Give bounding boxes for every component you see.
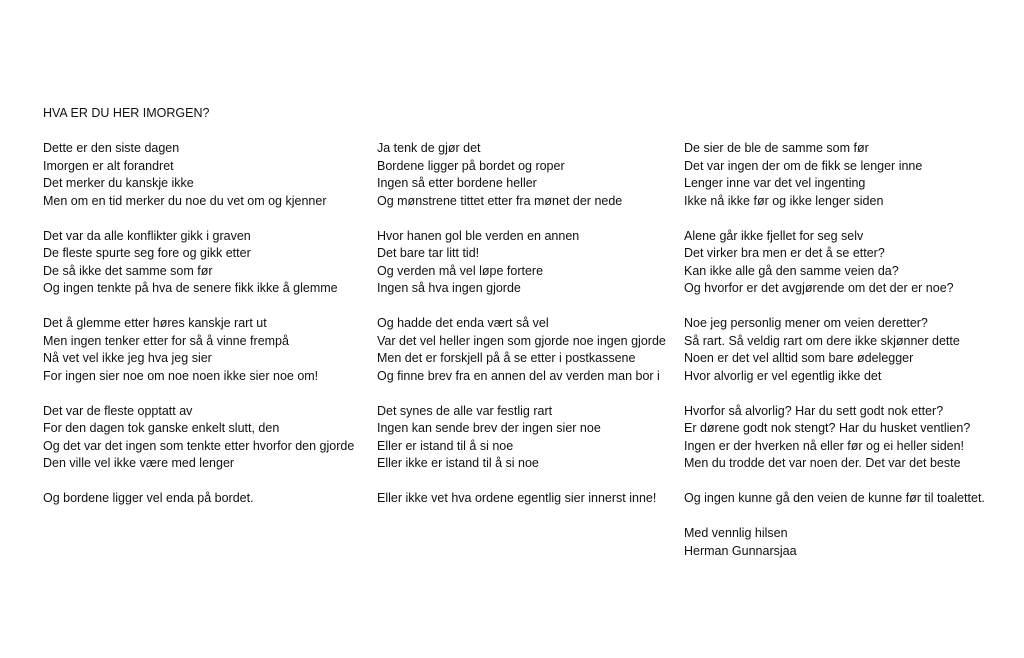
poem-line: Ja tenk de gjør det bbox=[377, 141, 481, 155]
poem-line: Kan ikke alle gå den samme veien da? bbox=[684, 263, 899, 278]
poem-title: HVA ER DU HER IMORGEN? bbox=[43, 106, 210, 120]
poem-line: Det å glemme etter høres kanskje rart ut bbox=[43, 316, 267, 330]
poem-line: Den ville vel ikke være med lenger bbox=[43, 456, 235, 470]
stanza bbox=[377, 140, 666, 210]
poem-line: Dette er den siste dagen bbox=[43, 141, 180, 155]
poem-line: Bordene ligger på bordet og roper bbox=[377, 158, 565, 173]
poem-line: Og ingen kunne gå den veien de kunne før til toalettet. bbox=[684, 491, 985, 505]
stanza bbox=[684, 403, 985, 473]
poem-line: Er dørene godt nok stengt? Har du husket ventlien? bbox=[684, 421, 971, 435]
poem-line: Alene går ikke fjellet for seg selv bbox=[684, 228, 864, 243]
poem-column-2 bbox=[377, 140, 666, 525]
poem-line: Og verden må vel løpe fortere bbox=[377, 263, 544, 278]
poem-line: Ingen kan sende brev der ingen sier noe bbox=[377, 421, 601, 435]
poem-line: Med vennlig hilsen bbox=[684, 526, 788, 540]
stanza bbox=[377, 228, 666, 298]
poem-line: Det merker du kanskje ikke bbox=[43, 176, 194, 190]
poem-line: Og hadde det enda vært så vel bbox=[377, 316, 549, 330]
poem-column-1 bbox=[43, 140, 354, 525]
stanza bbox=[377, 490, 666, 508]
poem-line: Men du trodde det var noen der. Det var det beste bbox=[684, 456, 961, 470]
poem-line: Det synes de alle var festlig rart bbox=[377, 403, 553, 418]
poem-line: Det var de fleste opptatt av bbox=[43, 403, 193, 418]
stanza bbox=[684, 140, 985, 210]
poem-line: For ingen sier noe om noe noen ikke sier noe om! bbox=[43, 368, 319, 383]
poem-line: Det var ingen der om de fikk se lenger inne bbox=[684, 158, 923, 173]
poem-column-3 bbox=[684, 140, 985, 578]
poem-line: Eller ikke er istand til å si noe bbox=[377, 456, 539, 470]
poem-line: Imorgen er alt forandret bbox=[43, 158, 174, 173]
poem-line: Hvorfor så alvorlig? Har du sett godt nok etter? bbox=[684, 403, 944, 418]
stanza bbox=[684, 315, 985, 385]
stanza bbox=[377, 315, 666, 385]
stanza bbox=[43, 140, 354, 210]
poem-line: Herman Gunnarsjaa bbox=[684, 543, 797, 558]
poem-line: De sier de ble de samme som før bbox=[684, 141, 869, 155]
poem-line: Noe jeg personlig mener om veien deretter? bbox=[684, 316, 928, 330]
poem-line: Lenger inne var det vel ingenting bbox=[684, 176, 866, 190]
poem-line: Ingen er der hverken nå eller før og ei heller siden! bbox=[684, 438, 965, 453]
poem-line: Og finne brev fra en annen del av verden man bor i bbox=[377, 368, 660, 383]
poem-line: Ingen så hva ingen gjorde bbox=[377, 281, 521, 295]
poem-line: Og mønstrene tittet etter fra mønet der nede bbox=[377, 193, 623, 208]
poem-line: Nå vet vel ikke jeg hva jeg sier bbox=[43, 351, 212, 365]
poem-line: Så rart. Så veldig rart om dere ikke skjønner dette bbox=[684, 333, 960, 348]
stanza bbox=[43, 490, 354, 508]
poem-line: Men det er forskjell på å se etter i postkassene bbox=[377, 351, 636, 365]
stanza bbox=[377, 403, 666, 473]
poem-line: Og det var det ingen som tenkte etter hvorfor den gjorde bbox=[43, 438, 355, 453]
poem-line: Eller ikke vet hva ordene egentlig sier innerst inne! bbox=[377, 491, 657, 505]
poem-line: Noen er det vel alltid som bare ødelegger bbox=[684, 351, 914, 365]
poem-line: Var det vel heller ingen som gjorde noe ingen gjorde bbox=[377, 333, 666, 348]
poem-line: Eller er istand til å si noe bbox=[377, 438, 514, 453]
poem-line: Det bare tar litt tid! bbox=[377, 246, 480, 260]
poem-line: Og bordene ligger vel enda på bordet. bbox=[43, 491, 254, 505]
poem-line: Hvor hanen gol ble verden en annen bbox=[377, 228, 580, 243]
stanza bbox=[43, 228, 354, 298]
poem-line: Og ingen tenkte på hva de senere fikk ikke å glemme bbox=[43, 281, 338, 295]
poem-line: Ikke nå ikke før og ikke lenger siden bbox=[684, 193, 884, 208]
stanza bbox=[684, 525, 985, 560]
poem-line: Ingen så etter bordene heller bbox=[377, 176, 537, 190]
poem-line: De fleste spurte seg fore og gikk etter bbox=[43, 246, 251, 260]
poem-line: De så ikke det samme som før bbox=[43, 263, 213, 278]
stanza bbox=[684, 490, 985, 508]
poem-line: Men om en tid merker du noe du vet om og kjenner bbox=[43, 193, 327, 208]
poem-line: Men ingen tenker etter for så å vinne frempå bbox=[43, 333, 289, 348]
poem-line: For den dagen tok ganske enkelt slutt, den bbox=[43, 421, 280, 435]
poem-line: Og hvorfor er det avgjørende om det der er noe? bbox=[684, 281, 954, 295]
poem-line: Det var da alle konflikter gikk i graven bbox=[43, 228, 251, 243]
stanza bbox=[43, 315, 354, 385]
poem-line: Hvor alvorlig er vel egentlig ikke det bbox=[684, 368, 882, 383]
stanza bbox=[43, 403, 354, 473]
stanza bbox=[684, 228, 985, 298]
poem-line: Det virker bra men er det å se etter? bbox=[684, 246, 885, 260]
